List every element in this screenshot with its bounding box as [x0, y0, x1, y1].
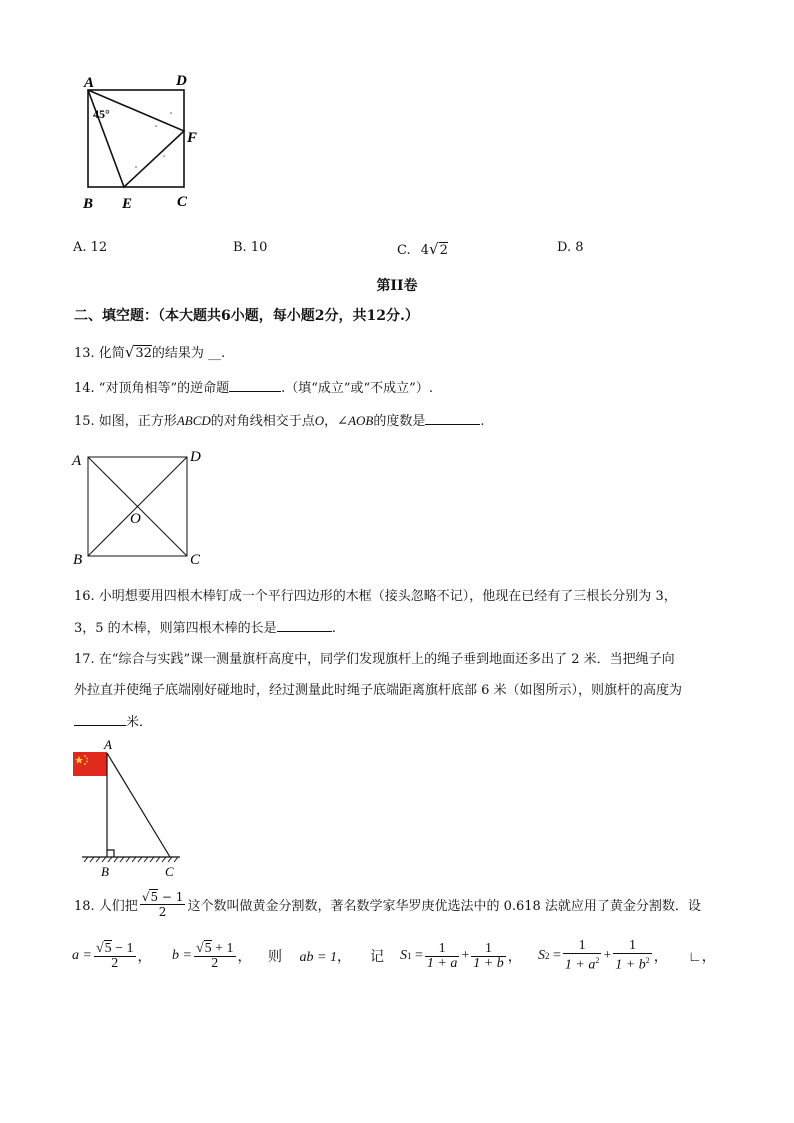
- note-text: 记: [370, 949, 384, 965]
- q14-tail: .（填“成立”或“不成立”）.: [281, 381, 433, 396]
- q18-frac-den: 2: [158, 904, 167, 919]
- then-word: 则: [268, 949, 282, 965]
- a-fraction: $\frac{√5 - 1}{2}$: [95, 940, 134, 971]
- q18-text: 18. 人们把: [74, 898, 138, 914]
- s2-num-1: 1: [563, 939, 601, 954]
- label-D: D: [190, 449, 201, 465]
- b-num-tail: + 1: [211, 940, 234, 956]
- q15-point: O: [314, 413, 325, 428]
- s1-fraction-1: [425, 942, 459, 971]
- q17-answer-blank[interactable]: [74, 725, 126, 726]
- figure-q15: [70, 446, 220, 571]
- q15-angle: AOB: [348, 413, 374, 428]
- q15-end: .: [480, 414, 485, 429]
- s2-symbol: S: [538, 948, 545, 963]
- s1-num-1: 1: [425, 942, 459, 957]
- q15-text: 15. 如图，正方形: [74, 414, 177, 429]
- option-d: D. 8: [557, 240, 584, 255]
- label-A: A: [72, 453, 82, 469]
- q14-text: 14. “对顶角相等”的逆命题: [74, 381, 230, 396]
- label-E: E: [122, 196, 133, 212]
- label-B: B: [73, 552, 83, 568]
- q18-frac-tail: − 1: [158, 889, 184, 904]
- label-C: C: [190, 552, 201, 568]
- note-word: [370, 946, 384, 966]
- question-15: [74, 411, 485, 432]
- def-a: a = $\frac{√5 - 1}{2}$ ，: [72, 940, 152, 971]
- figure-q12: [76, 68, 206, 214]
- label-O: O: [130, 511, 141, 527]
- option-a: A. 12: [73, 240, 108, 255]
- question-18-line2: [72, 936, 732, 976]
- a-num-tail: − 1: [111, 940, 134, 956]
- ellipsis: [688, 946, 716, 966]
- label-D: D: [176, 73, 187, 89]
- figure-q17: [70, 735, 200, 880]
- s2-den-1: 1 + a: [564, 957, 596, 973]
- q15-mid: 的对角线相交于点: [210, 414, 315, 429]
- question-17-line2: 外拉直并使绳子底端刚好碰地时，经过测量此时绳子底端距离旗杆底部 6 米（如图所示），则旗杆的高度为: [74, 683, 683, 698]
- q13-tail: 的结果为 __.: [151, 346, 226, 361]
- s1-den-1: 1 + a: [426, 955, 458, 971]
- s1-num-2: 1: [471, 942, 505, 957]
- golden-ratio-fraction: $\frac{√5 - 1}{2}$: [141, 889, 184, 919]
- label-A: A: [84, 75, 95, 91]
- s2-num-2: 1: [613, 939, 651, 954]
- s2-den-2-exp: 2: [645, 956, 650, 966]
- s1-fraction-2: [471, 942, 505, 971]
- q15-answer-blank[interactable]: [425, 424, 480, 425]
- flag: [73, 752, 107, 776]
- q18-post: 这个数叫做黄金分割数，著名数学家华罗庚优选法中的 0.618 法就应用了黄金分割数．设: [187, 898, 701, 914]
- s1-den-2: 1 + b: [473, 955, 504, 971]
- question-16-line1: 16. 小明想要用四根木棒钉成一个平行四边形的木框（接头忽略不记），他现在已经有了三根长分别为 3，: [74, 589, 677, 604]
- then-ab: 则 ab = 1，: [268, 949, 351, 965]
- s2-den-2: 1 + b: [615, 957, 646, 973]
- label-F: F: [187, 130, 198, 146]
- b-den: 2: [211, 955, 219, 971]
- part2-heading: 二、填空题：（本大题共6小题，每小题2分，共12分.）: [74, 308, 419, 324]
- option-c-prefix: C.: [397, 243, 411, 258]
- s2-fraction-2: [613, 939, 651, 973]
- q13-text: 13. 化简: [74, 346, 125, 361]
- q17-tail: 米．: [126, 715, 153, 730]
- b-radicand: 5: [204, 940, 212, 956]
- s2-fraction-1: [563, 939, 601, 973]
- b-fraction: $\frac{√5 + 1}{2}$: [195, 940, 234, 971]
- option-c: C. 4√2: [397, 240, 448, 258]
- label-angle: 45°: [93, 107, 110, 121]
- s2-subscript: 2: [545, 951, 550, 961]
- q16-end: .: [331, 621, 336, 636]
- label-B: B: [83, 196, 94, 212]
- q15-post: 的度数是: [373, 414, 426, 429]
- def-s2: S 2 = $\frac{1}{1 + a^2}$ + $\frac{1}{1 + b^2}$ ，: [538, 938, 668, 973]
- a-radicand: 5: [104, 940, 112, 956]
- q13-radicand: 32: [135, 346, 152, 361]
- q14-answer-blank[interactable]: [229, 391, 281, 392]
- q15-sep: ，∠: [324, 414, 349, 429]
- label-B: B: [101, 864, 109, 879]
- question-16-line2: [74, 619, 336, 639]
- s1-symbol: S: [400, 948, 407, 963]
- q15-shape: ABCD: [176, 413, 211, 428]
- option-c-coef: 4: [420, 243, 430, 258]
- q16-text: 3，5 的木棒，则第四根木棒的长是: [74, 621, 277, 636]
- label-A: A: [104, 737, 112, 752]
- question-18-line1: [74, 886, 701, 922]
- def-s1: S 1 = $\frac{1}{1 + a}$ + $\frac{1}{1 + b}$ ，: [400, 940, 522, 971]
- b-lhs: b =: [172, 948, 192, 963]
- a-lhs: a =: [72, 948, 92, 963]
- label-C: C: [165, 864, 174, 879]
- option-b: B. 10: [233, 240, 268, 255]
- q18-frac-radicand: 5: [150, 889, 159, 904]
- s1-subscript: 1: [407, 951, 412, 961]
- question-17-line3: [74, 713, 152, 733]
- question-17-line1: 17. 在“综合与实践”课一测量旗杆高度中，同学们发现旗杆上的绳子垂到地面还多出了 2 米．当把绳子向: [74, 652, 675, 667]
- s2-den-1-exp: 2: [595, 956, 600, 966]
- def-b: b = $\frac{√5 + 1}{2}$ ，: [172, 940, 252, 971]
- option-c-radicand: 2: [439, 243, 448, 258]
- question-14: [74, 379, 433, 399]
- ab-equation: ab = 1: [299, 950, 337, 965]
- question-13: 13. 化简√32的结果为 __.: [74, 343, 226, 361]
- a-den: 2: [111, 955, 119, 971]
- section-title: 第II卷: [376, 278, 418, 294]
- ellipsis-text: ∟，: [688, 950, 716, 965]
- label-C: C: [177, 194, 188, 210]
- q16-answer-blank[interactable]: [277, 631, 332, 632]
